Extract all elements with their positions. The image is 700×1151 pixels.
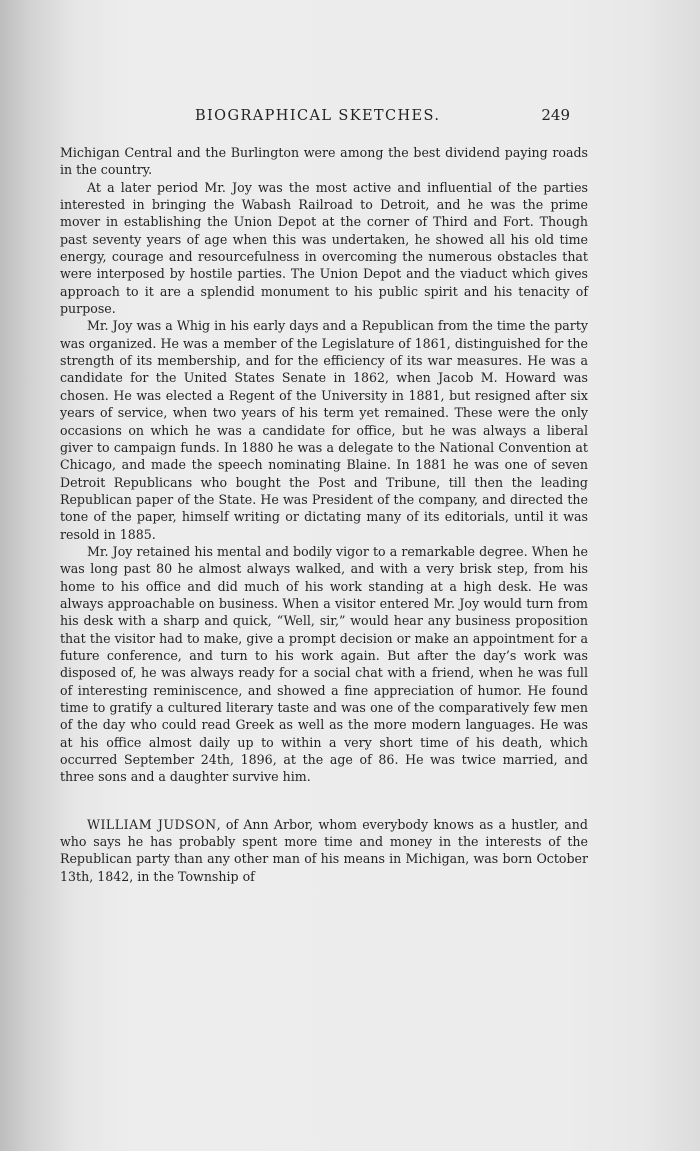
running-head bbox=[60, 108, 580, 136]
paragraph-vigor-and-death: Mr. Joy retained his mental and bodily vigor to a remarkable degree. When he was long past 80 he almost always walked, and with a very brisk step, from his home to his office and did much of his work standing at a high desk. He was always approachable on business. When a visitor entered Mr. Joy would turn from his desk with a sharp and quick, “Well, sir,” would hear any business proposition that the visitor had to make, give a prompt decision or make an appointment for a future conference, and turn to his work again. But after the day’s work was disposed of, he was always ready for a social chat with a friend, when he was full of interesting reminiscence, and showed a fine appreciation of humor. He found time to gratify a cultured literary taste and was one of the comparatively few men of the day who could read Greek as well as the more modern languages. He was at his office almost daily up to within a very short time of his death, which occurred September 24th, 1896, at the age of 86. He was twice married, and three sons and a daughter survive him. bbox=[60, 543, 588, 785]
body-text bbox=[60, 144, 588, 885]
paragraph-william-judson bbox=[60, 816, 588, 885]
entry-name: WILLIAM JUDSON bbox=[87, 816, 217, 832]
paragraph-wabash-depot: At a later period Mr. Joy was the most active and influential of the parties interested in bringing the Wabash Railroad to Detroit, and he was the prime mover in establishing the Union Depot at the corner of Third and Fort. Though past seventy years of age when this was undertaken, he showed all his old time energy, courage and resourcefulness in overcoming the numerous obstacles that were interposed by hostile parties. The Union Depot and the viaduct which gives approach to it are a splendid monument to his public spirit and his tenacity of purpose. bbox=[60, 179, 588, 317]
running-title: BIOGRAPHICAL SKETCHES. bbox=[195, 108, 441, 124]
paragraph-continuation: Michigan Central and the Burlington were among the best dividend paying roads in the country. bbox=[60, 145, 588, 178]
entry-text: , of Ann Arbor, whom everybody knows as a hustler, and who says he has probably spent more time and money in the interests of the Republican party than any other man of his means in Michigan, was born October 13th, 1842, in the Township of bbox=[60, 816, 588, 884]
paragraph-political-career: Mr. Joy was a Whig in his early days and a Republican from the time the party was organized. He was a member of the Legislature of 1861, distinguished for the strength of its membership, and for the efficiency of its war measures. He was a candidate for the United States Senate in 1862, when Jacob M. Howard was chosen. He was elected a Regent of the University in 1881, but resigned after six years of service, when two years of his term yet remained. These were the only occasions on which he was a candidate for office, but he was always a liberal giver to campaign funds. In 1880 he was a delegate to the National Convention at Chicago, and made the speech nominating Blaine. In 1881 he was one of seven Detroit Republicans who bought the Post and Tribune, till then the leading Republican paper of the State. He was President of the company, and directed the tone of the paper, himself writing or dictating many of its editorials, until it was resold in 1885. bbox=[60, 318, 588, 542]
page-number: 249 bbox=[541, 106, 570, 124]
